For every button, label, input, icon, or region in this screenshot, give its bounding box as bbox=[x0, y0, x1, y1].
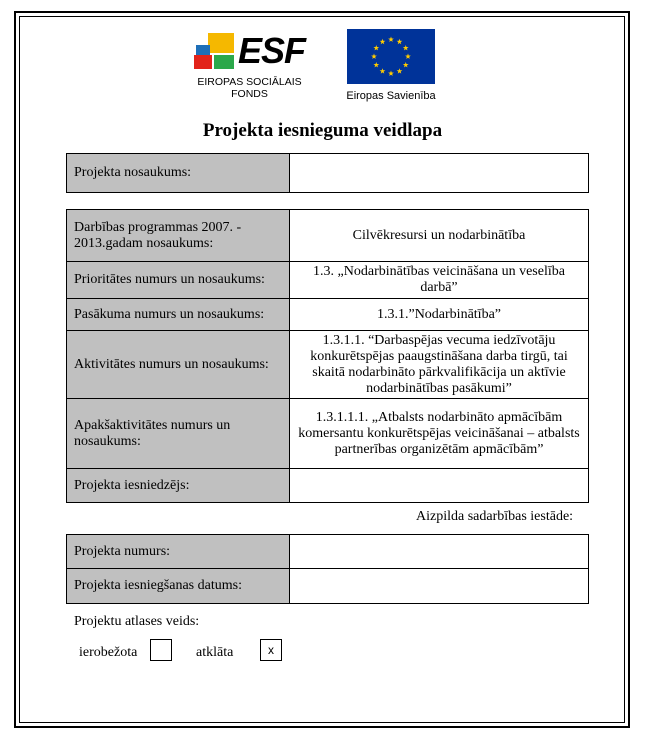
esf-logo-squares-icon bbox=[194, 33, 238, 73]
project-number-field[interactable] bbox=[290, 535, 589, 569]
selection-type-label: Projektu atlases veids: bbox=[74, 614, 200, 629]
option-limited-checkbox[interactable] bbox=[150, 639, 172, 661]
priority-label: Prioritātes numurs un nosaukums: bbox=[67, 262, 290, 299]
table-row bbox=[67, 210, 589, 262]
option-limited-label: ierobežota bbox=[79, 645, 138, 660]
option-open-label: atklāta bbox=[196, 645, 234, 660]
programme-value: Cilvēkresursi un nodarbinātība bbox=[290, 210, 589, 262]
page-title: Projekta iesnieguma veidlapa bbox=[202, 120, 443, 141]
applicant-label: Projekta iesniedzējs: bbox=[67, 469, 290, 503]
activity-value: 1.3.1.1. “Darbaspējas vecuma iedzīvotāju konkurētspējas paaugstināšana darba tirgū, tai skaitā nodarbināto pārkvalifikācija un aktīvie nodarbinātības pasākumi” bbox=[290, 331, 589, 399]
project-number-label: Projekta numurs: bbox=[67, 535, 290, 569]
eu-caption: Eiropas Savienība bbox=[346, 90, 436, 102]
option-open-checkbox[interactable]: x bbox=[260, 639, 282, 661]
eu-star-icon bbox=[403, 45, 409, 50]
activity-label: Aktivitātes numurs un nosaukums: bbox=[67, 331, 290, 399]
eu-star-icon bbox=[371, 54, 377, 59]
project-name-label: Projekta nosaukums: bbox=[67, 154, 290, 193]
subactivity-value: 1.3.1.1.1. „Atbalsts nodarbināto apmācībām komersantu konkurētspējas veicināšanai – atbalsts partnerības organizētām apmācībām” bbox=[290, 399, 589, 469]
eu-star-icon bbox=[388, 37, 394, 42]
project-name-table bbox=[66, 153, 589, 193]
table-row bbox=[67, 331, 589, 399]
submission-date-label: Projekta iesniegšanas datums: bbox=[67, 569, 290, 604]
eu-star-icon bbox=[380, 39, 386, 44]
eu-flag-icon bbox=[347, 29, 435, 84]
eu-star-icon bbox=[380, 68, 386, 73]
subactivity-label: Apakšaktivitātes numurs un nosaukums: bbox=[67, 399, 290, 469]
table-row bbox=[67, 262, 589, 299]
authority-note: Aizpilda sadarbības iestāde: bbox=[416, 509, 574, 524]
submission-date-field[interactable] bbox=[290, 569, 589, 604]
esf-logo-text: ESF bbox=[238, 30, 306, 71]
eu-star-icon bbox=[388, 71, 394, 76]
eu-star-icon bbox=[397, 39, 403, 44]
measure-value: 1.3.1.”Nodarbinātība” bbox=[290, 299, 589, 331]
table-row bbox=[67, 535, 589, 569]
esf-logo-caption: EIROPAS SOCIĀLAIS FONDS bbox=[197, 76, 302, 100]
table-row bbox=[67, 399, 589, 469]
eu-star-icon bbox=[405, 54, 411, 59]
eu-star-icon bbox=[373, 62, 379, 67]
esf-logo bbox=[192, 28, 307, 106]
measure-label: Pasākuma numurs un nosaukums: bbox=[67, 299, 290, 331]
programme-label: Darbības programmas 2007. - 2013.gadam nosaukums: bbox=[67, 210, 290, 262]
eu-star-icon bbox=[397, 68, 403, 73]
eu-star-icon bbox=[373, 45, 379, 50]
applicant-field[interactable] bbox=[290, 469, 589, 503]
priority-value: 1.3. „Nodarbinātības veicināšana un veselība darbā” bbox=[290, 262, 589, 299]
table-row bbox=[67, 299, 589, 331]
project-name-field[interactable] bbox=[290, 154, 589, 193]
programme-table bbox=[66, 209, 589, 503]
table-row bbox=[67, 569, 589, 604]
authority-table bbox=[66, 534, 589, 604]
eu-star-icon bbox=[403, 62, 409, 67]
table-row bbox=[67, 469, 589, 503]
